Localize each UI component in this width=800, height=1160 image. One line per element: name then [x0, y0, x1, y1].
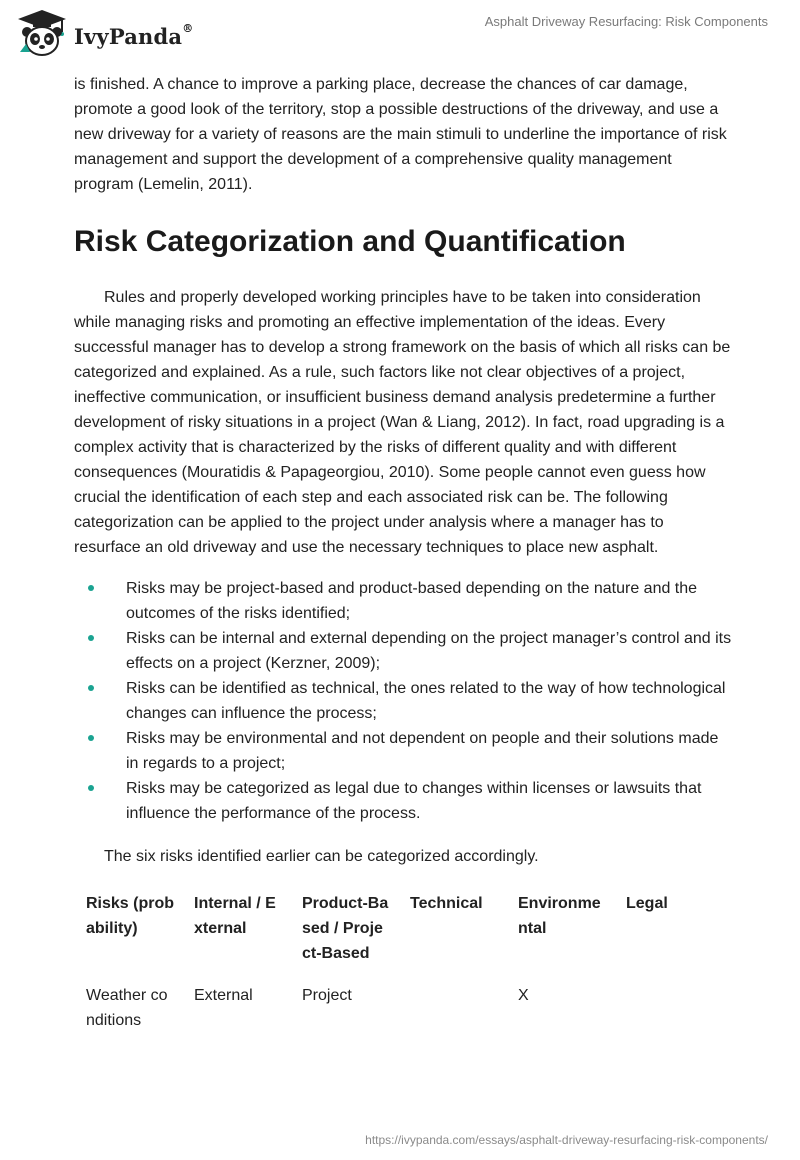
- risk-category-list: [74, 576, 734, 826]
- brand-name: IvyPanda®: [74, 21, 194, 49]
- risk-table: [76, 883, 724, 1033]
- column-header: Legal: [626, 895, 668, 912]
- ivypanda-logo[interactable]: [16, 8, 193, 58]
- section-heading: Risk Categorization and Quantification: [74, 225, 626, 258]
- bullet-icon: [88, 735, 94, 741]
- document-title: Asphalt Driveway Resurfacing: Risk Components: [484, 14, 768, 29]
- list-item: Risks may be categorized as legal due to changes within licenses or lawsuits that influence the performance of the process.: [74, 776, 734, 826]
- list-item: Risks may be environmental and not dependent on people and their solutions made in regards to a project;: [74, 726, 734, 776]
- intro-paragraph: is finished. A chance to improve a parking place, decrease the chances of car damage, promote a good look of the territory, stop a possible destructions of the driveway, and use a new driveway for a variety of reasons are the main stimuli to underline the importance of risk management and support the development of a comprehensive quality management program (Lemelin, 2011).: [74, 76, 727, 193]
- table-cell: [616, 983, 724, 1033]
- column-header: Environmental: [518, 895, 601, 937]
- bullet-icon: [88, 685, 94, 691]
- list-item: Risks may be project-based and product-based depending on the nature and the outcomes of the risks identified;: [74, 576, 734, 626]
- closing-sentence: The six risks identified earlier can be categorized accordingly.: [104, 848, 539, 865]
- bullet-icon: [88, 585, 94, 591]
- table-cell: Weather conditions: [86, 987, 168, 1029]
- column-header: Internal / External: [194, 895, 276, 937]
- list-item: Risks can be internal and external depending on the project manager’s control and its effects on a project (Kerzner, 2009);: [74, 626, 734, 676]
- table-cell: External: [194, 987, 253, 1004]
- page-header: [0, 0, 800, 70]
- list-item: Risks can be identified as technical, the ones related to the way of how technological changes can influence the process;: [74, 676, 734, 726]
- essay-content: [74, 72, 734, 1033]
- column-header: Technical: [410, 895, 483, 912]
- table-cell: [400, 983, 508, 1033]
- bullet-icon: [88, 785, 94, 791]
- table-header-row: [76, 883, 724, 983]
- column-header: Product-Based / Project-Based: [302, 895, 389, 962]
- table-row: [76, 983, 724, 1033]
- table-cell: X: [518, 987, 529, 1004]
- source-url[interactable]: https://ivypanda.com/essays/asphalt-driveway-resurfacing-risk-components/: [365, 1133, 768, 1147]
- panda-graduate-icon: [16, 8, 68, 58]
- table-cell: Project: [302, 987, 352, 1004]
- bullet-icon: [88, 635, 94, 641]
- body-paragraph: Rules and properly developed working principles have to be taken into consideration while managing risks and promoting an effective implementation of the ideas. Every successful manager has to develop a strong framework on the basis of which all risks can be categorized and explained. As a rule, such factors like not clear objectives of a project, ineffective communication, or insufficient business demand analysis predetermine a further development of risky situations in a project (Wan & Liang, 2012). In fact, road upgrading is a complex activity that is characterized by the risks of different quality and with different consequences (Mouratidis & Papageorgiou, 2010). Some people cannot even guess how crucial the identification of each step and each associated risk can be. The following categorization can be applied to the project under analysis where a manager has to resurface an old driveway and use the necessary techniques to place new asphalt.: [74, 289, 731, 556]
- column-header: Risks (probability): [86, 895, 175, 937]
